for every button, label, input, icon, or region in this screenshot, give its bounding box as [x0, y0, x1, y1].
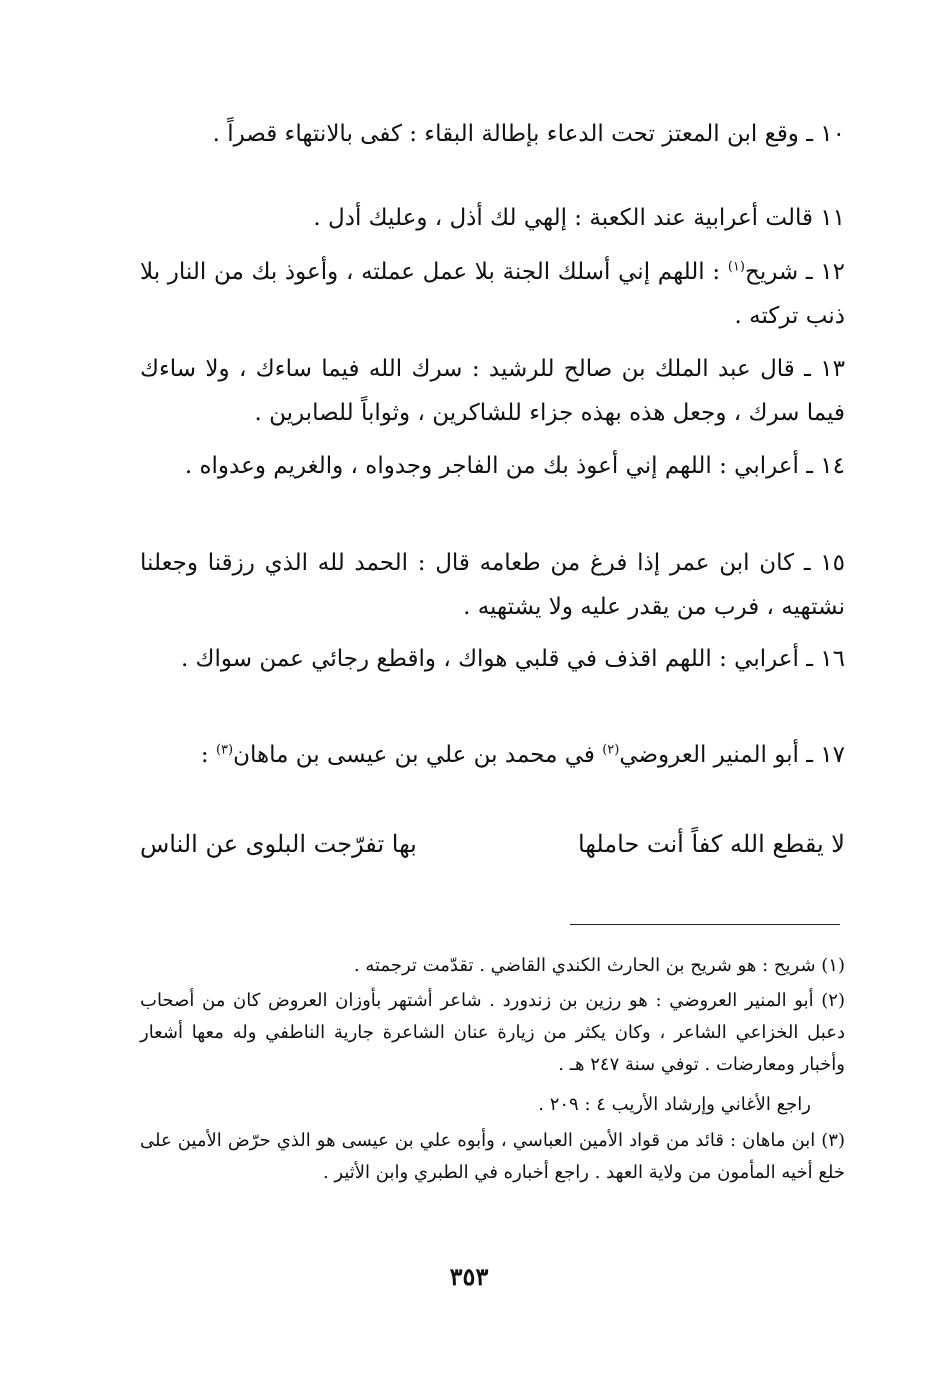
paragraph-14: ١٤ ـ أعرابي : اللهم إني أعوذ بك من الفاجر وجدواه ، والغريم وعدواه .: [184, 453, 845, 479]
paragraph-11: ١١ قالت أعرابية عند الكعبة : إلهي لك أذل ، وعليك أدل .: [313, 205, 845, 231]
paragraph-10: ١٠ ـ وقع ابن المعتز تحت الدعاء بإطالة البقاء : كفى بالانتهاء قصراً .: [212, 121, 845, 147]
footnote-ref-1: (١): [727, 259, 745, 275]
verse-second-hemistich: بها تفرّجت البلوى عن الناس: [140, 830, 417, 858]
paragraph-17-tail: :: [200, 742, 216, 768]
paragraph-12-body: : اللهم إني أسلك الجنة بلا عمل عملته ، وأعوذ بك من النار بلا ذنب تركته .: [140, 259, 845, 329]
paragraph-15: ١٥ ـ كان ابن عمر إذا فرغ من طعامه قال : الحمد لله الذي رزقنا وجعلنا نشتهيه ، فرب من يقدر عليه ولا يشتهيه .: [140, 550, 845, 620]
paragraph-12-lead: ١٢ ـ شريح: [744, 259, 846, 285]
footnote-2: (٢) أبو المنير العروضي : هو رزين بن زندورد . شاعر أشتهر بأوزان العروض كان من أصحاب دعبل الخزاعي الشاعر ، وكان يكثر من زيارة عنان الشاعرة جارية الناطفي وله معها أشعار وأخبار ومعارضات . توفي سنة ٢٤٧ هـ .: [140, 990, 845, 1075]
footnote-divider: [570, 924, 840, 925]
page-number: ٣٥٣: [449, 1262, 489, 1291]
footnote-1: (١) شريح : هو شريح بن الحارث الكندي القاضي . تقدّمت ترجمته .: [353, 955, 845, 976]
paragraph-12: [140, 250, 845, 338]
poem-verse: [140, 822, 845, 866]
footnote-3: (٣) ابن ماهان : قائد من قواد الأمين العباسي ، وأبوه علي بن عيسى هو الذي حرّض الأمين على خلع أخيه المأمون من ولاية العهد . راجع أخباره في الطبري وابن الأثير .: [140, 1130, 845, 1183]
footnote-ref-2: (٢): [602, 742, 620, 758]
paragraph-17: [140, 733, 845, 777]
paragraph-13: ١٣ ـ قال عبد الملك بن صالح للرشيد : سرك الله فيما ساءك ، ولا ساءك فيما سرك ، وجعل هذه بهذه جزاء للشاكرين ، وثواباً للصابرين .: [140, 356, 845, 426]
footnote-2-reference-text: راجع الأغاني وإرشاد الأريب ٤ : ٢٠٩ .: [538, 1094, 811, 1115]
paragraph-17-lead: ١٧ ـ أبو المنير العروضي: [619, 742, 845, 768]
footnote-ref-3: (٣): [215, 742, 234, 758]
paragraph-16: ١٦ ـ أعرابي : اللهم اقذف في قلبي هواك ، واقطع رجائي عمن سواك .: [180, 646, 845, 672]
verse-first-hemistich: لا يقطع الله كفاً أنت حاملها: [577, 830, 845, 858]
footnote-2-reference: [140, 1089, 845, 1121]
paragraph-17-body: في محمد بن علي بن عيسى بن ماهان: [233, 742, 603, 768]
